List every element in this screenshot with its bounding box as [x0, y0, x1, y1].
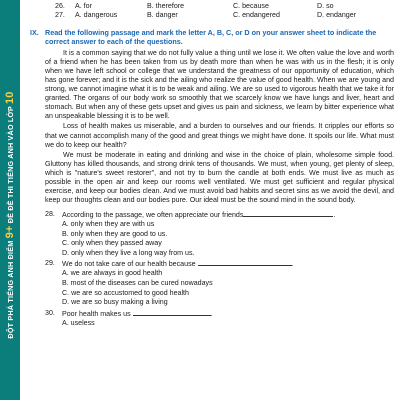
section-title: Read the following passage and mark the letter A, B, C, or D on your answer sheet to indicate the correct answer to each of the questions.: [45, 28, 377, 47]
sidebar-title-score: 9+: [4, 225, 16, 239]
question-29: [28, 259, 394, 307]
question-text: Poor health makes us: [62, 309, 131, 318]
option-a: A. for: [75, 2, 92, 10]
option-b: B. therefore: [147, 2, 185, 10]
question-number: 29.: [45, 259, 55, 268]
sidebar-title-grade: 10: [4, 91, 16, 105]
question-28: [28, 210, 394, 258]
option-a: A. useless: [62, 318, 95, 327]
question-options: [45, 269, 394, 307]
question-stem: 29. We do not take care of our health because .: [45, 259, 294, 269]
reading-passage: [28, 49, 394, 205]
option-a: A. we are always in good health: [62, 269, 163, 278]
option-d: D. only when they live a long way from us.: [62, 248, 195, 257]
option-c: C. we are so accustomed to good health: [62, 288, 189, 297]
sidebar-title-tail: ĐỀ ĐỀ THI TIẾNG ANH VÀO LỚP: [6, 104, 15, 226]
option-a: A. only when they are with us: [62, 219, 155, 228]
option-c: C. because: [233, 2, 269, 10]
answer-blank: [133, 309, 211, 316]
answer-blank: [198, 259, 292, 266]
option-a: A. dangerous: [75, 11, 118, 20]
option-b: B. only when they are good to us.: [62, 229, 168, 238]
question-text: We do not take care of our health because: [62, 260, 196, 269]
passage-paragraph: It is a common saying that we do not fully value a thing until we lose it. We often value the love and worth of a friend when he has been taken from us by death more than when he was with us in the flesh; it is only when we have left school or college that we understand the greatness of our opportunity of education, which has gone forever; and it is the sick and the ailing who realize the value of good health. When we are young and strong, we cannot imagine what it is to be weak and ailing. We are so used to vigorous health that we take it for granted. The organs of our body work so smoothly that we scarcely know we have lungs and liver, heart and stomach. But when any of these gets upset and gives us pain and sickness, we learn by bitter experience what an unspeakable blessing it is to be well.: [45, 49, 394, 121]
option-b: B. most of the diseases can be cured nowadays: [62, 278, 213, 287]
question-options: [45, 220, 394, 258]
answer-row-26: [28, 2, 394, 11]
question-number: 30.: [45, 308, 55, 317]
sidebar-strip: [0, 0, 20, 400]
question-stem: 30. Poor health makes us .: [45, 308, 213, 318]
question-number: 27.: [55, 11, 65, 20]
option-d: D. endanger: [317, 11, 357, 20]
section-heading: [28, 28, 394, 46]
sidebar-book-title: [4, 91, 16, 338]
answer-blank: [243, 210, 333, 217]
section-number: IX.: [30, 28, 39, 38]
question-text: According to the passage, we often appreciate our friends: [62, 210, 244, 219]
question-stem: 28. According to the passage, we often appreciate our friends .: [45, 209, 336, 219]
question-30: [28, 309, 394, 329]
passage-paragraph: We must be moderate in eating and drinking and wise in the choice of plain, wholesome simple food. Gluttony has killed thousands, and strong drink tens of thousands. We must, when young, get plenty of sleep, which is "nature's sweet restorer", and not try to burn the candle at both ends. We must live as much as possible in the open air and keep our rooms well ventilated. We must get sufficient and regular physical exercise, and keep our bodies clean. And we must avoid bad habits and secret sins as we avoid the devil, and keep our thoughts clean and our bodies pure. Our ideal must be the sound mind in the sound body.: [45, 150, 394, 204]
question-number: 28.: [45, 209, 55, 218]
document-page: [28, 0, 394, 328]
answer-row-27: [28, 11, 394, 20]
option-d: D. we are so busy making a living: [62, 298, 168, 307]
question-options: [45, 319, 394, 329]
option-b: B. danger: [147, 11, 178, 20]
option-c: C. only when they passed away: [62, 239, 162, 248]
option-c: C. endangered: [233, 11, 280, 20]
option-d: D. so: [317, 2, 334, 10]
passage-paragraph: Loss of health makes us miserable, and a burden to ourselves and our friends. It cripples our efforts so that we cannot accomplish many of the good and great things we might have done. It spoils our life. What must we do to keep our health?: [45, 122, 394, 149]
question-number: 26.: [55, 2, 65, 10]
sidebar-title-main: ĐỘT PHÁ TIẾNG ANH ĐIỂM: [6, 238, 15, 339]
